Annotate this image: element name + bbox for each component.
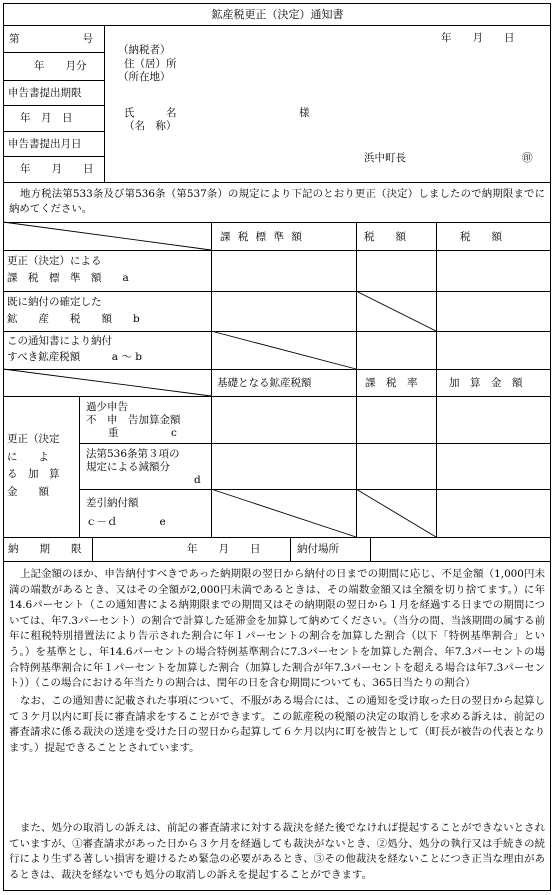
group-label: 金 額 [7, 486, 49, 498]
number-label: 第 号 [9, 33, 93, 45]
payment-deadline-date: 年 月 日 [187, 543, 261, 555]
header-surcharge: 加 算 金 額 [449, 377, 523, 389]
corp-name-label: （名 称） [124, 120, 177, 132]
taxpayer-label: （納税者） [118, 44, 171, 56]
row-label: この通知書により納付 [7, 335, 112, 347]
payment-deadline-label: 納 期 限 [8, 543, 82, 555]
issue-date: 年 月 日 [441, 32, 515, 44]
address-label: 住（居）所 [124, 58, 177, 70]
honorific: 様 [299, 107, 310, 119]
row-label: 課 税 標 準 額 a [7, 272, 129, 284]
mayor-name: 浜中町長 [364, 152, 406, 164]
row-label: 更正（決定）による [7, 255, 102, 267]
header-base-tax: 基礎となる鉱産税額 [217, 377, 312, 389]
row-label: ｃ－ｄ e [86, 516, 166, 528]
deadline-label: 申告書提出期限 [8, 87, 82, 99]
deadline-date: 年 月 日 [20, 112, 73, 124]
header-tax-rate: 課 税 率 [365, 377, 418, 389]
header-tax-amount-2: 税 額 [460, 231, 502, 243]
location-label: （所在地） [118, 71, 171, 83]
group-label: る 加 算 [7, 468, 60, 480]
year-month-label: 年 月分 [34, 60, 87, 72]
submitted-label: 申告書提出月日 [8, 138, 82, 150]
row-label: 過少申告 [86, 401, 128, 413]
group-label: 更正（決定 [7, 433, 60, 445]
row-label: 差引納付額 [86, 497, 139, 509]
row-label: d [194, 474, 201, 486]
note-paragraph: 上記金額のほか、申告納付すべきであった納期限の翌日から納付の日までの期間に応じ、不足金額（1,000円未満の端数があるとき、又はその全額が2,000円未満であるときは、その端数金額又は全額を切り捨てます。）に年14.6パーセント（この通知書による納期限までの期間又はその納期限の翌日から１月を経過する日までの期間については、年7.3パーセント）の割合で計算した延滞金を加算して納めてください。（当分の間、当該期間の属する前年に租税特別措置法により告示された割合に年１パーセントの割合を加算した割合（以下「特例基準割合」という。）を基準とし、年14.6パーセントの場合特例基準割合に7.3パーセントを加算した割合、年7.3パーセントの場合特例基準割合に年１パーセントを加算した割合（加算した割合が年7.3パーセントを超える場合は年7.3パーセント））（この場合における年当たりの割合は、閏年の日を含む期間についても、365日当たりの割合） [9, 568, 545, 690]
row-label: 規定による減額分 [86, 461, 170, 473]
row-label: 重 c [108, 427, 177, 439]
form-title: 鉱産税更正（決定）通知書 [211, 8, 344, 21]
row-label: 鉱 産 税 額 b [7, 313, 140, 325]
intro-text: 地方税法第533条及び第536条（第537条）の規定により下記のとおり更正（決定）しましたので納期限までに納めてください。 [9, 188, 545, 215]
payment-place-label: 納付場所 [297, 543, 339, 555]
note-paragraph: なお、この通知書に記載された事項について、不服がある場合には、この通知を受け取った日の翌日から起算して３ケ月以内に町長に審査請求をすることができます。この鉱産税の税額の決定の取消しを求める訴えは、前記の審査請求に係る裁決の送達を受けた日の翌日から起算して６ケ月以内に町を被告として（町長が被告の代表となります。）提起できることとされています。 [9, 695, 545, 754]
name-label: 氏 名 [124, 107, 177, 119]
seal-icon: ㊞ [522, 152, 533, 164]
submitted-date: 年 月 日 [20, 163, 94, 175]
row-label: 不 申 告加算金額 [86, 414, 181, 426]
row-label: 既に納付の確定した [7, 296, 102, 308]
header-tax-amount: 税 額 [364, 231, 406, 243]
row-label: 法第536条第３項の [86, 448, 180, 460]
header-tax-base: 課 税 標 準 額 [220, 231, 304, 243]
group-label: に よ [7, 451, 49, 463]
row-label: すべき鉱産税額 a 〜 b [7, 351, 142, 363]
note-paragraph: また、処分の取消しの訴えは、前記の審査請求に対する裁決を経た後でなければ提起することができないとされていますが、①審査請求があった日から３ケ月を経過しても裁決がないとき、②処分、処分の執行又は手続きの続行により生ずる著しい損害を避けるため緊急の必要があるとき、③その他裁決を経ないことにつき正当な理由があるときは、裁決を経ないでも処分の取消しの訴えを提起することができます。 [9, 822, 545, 881]
